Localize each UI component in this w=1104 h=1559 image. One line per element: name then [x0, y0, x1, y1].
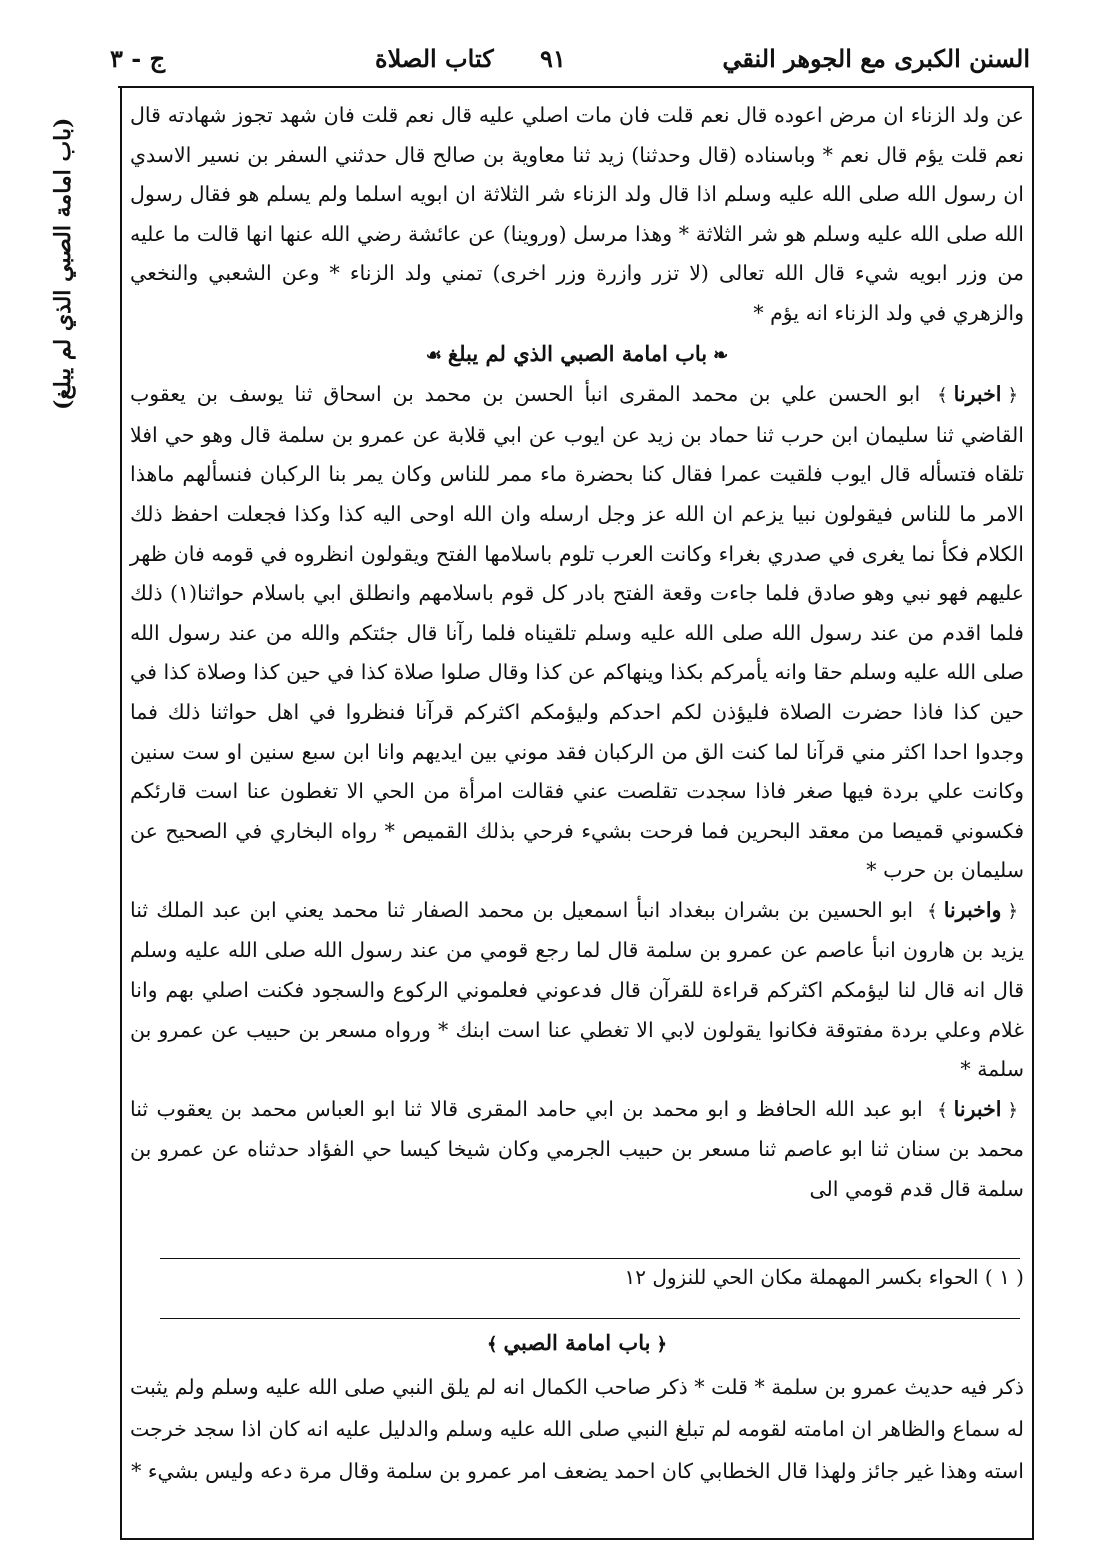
sharh-divider: [160, 1318, 1020, 1319]
bracket-ornament-icon: ﴾: [486, 1334, 498, 1355]
chapter-heading: [130, 334, 1024, 376]
book-title: كتاب الصلاة: [375, 44, 494, 73]
paragraph-4: [130, 1090, 1024, 1210]
bracket-ornament-icon: ﴿: [1007, 385, 1018, 407]
commentary-section: [130, 1322, 1024, 1492]
bracket-ornament-icon: ﴿: [1007, 1099, 1018, 1121]
header-title: السنن الكبرى مع الجوهر النقي: [722, 44, 1030, 73]
narration-lead: اخبرنا: [953, 1096, 1002, 1121]
ornament-icon: ☙: [425, 344, 442, 366]
commentary-heading: [130, 1322, 1024, 1366]
bracket-ornament-icon: ﴾: [937, 385, 948, 407]
ornament-icon: ❧: [713, 344, 729, 366]
paragraph-3: [130, 891, 1024, 1090]
paragraph-4-text: ابو عبد الله الحافظ و ابو محمد بن ابي حامد المقرى قالا ثنا ابو العباس محمد بن يعقوب ثنا محمد بن سنان ثنا ابو عاصم ثنا مسعر بن حبيب الجرمي وكان شيخا كيسا حي الفؤاد حدثناه عن عمرو بن سلمة قال قدم قومي الى: [130, 1096, 1024, 1202]
narration-lead: واخبرنا: [943, 897, 1002, 922]
margin-chapter-title: (باب امامة الصبي الذي لم يبلغ): [50, 117, 76, 410]
footnote-divider: [160, 1258, 1020, 1259]
narration-lead: اخبرنا: [953, 382, 1002, 407]
paragraph-2-text: ابو الحسن علي بن محمد المقرى انبأ الحسن بن محمد بن اسحاق ثنا يوسف بن يعقوب القاضي ثنا سليمان ابن حرب ثنا حماد بن زيد عن ايوب عن ابي قلابة عن عمرو بن سلمة قال وهو حي افلا تلقاه فتسأله قال ايوب فلقيت عمرا فقال كنا بحضرة ماء ممر للناس وكان يمر بنا الركبان فنسألهم ماهذا الامر ما للناس فيقولون نبيا يزعم ان الله عز وجل ارسله وان الله اوحى اليه كذا وكذا فجعلت احفظ ذلك الكلام فكأ نما يغرى في صدري بغراء وكانت العرب تلوم باسلامها الفتح ويقولون انظروه في قومه فان ظهر عليهم فهو نبي وهو صادق فلما جاءت وقعة الفتح بادر كل قوم باسلامهم وانطلق ابي باسلام حواثنا(١) ذلك فلما اقدم من عند رسول الله صلى الله عليه وسلم تلقيناه فلما رآنا قال جئتكم والله من عند رسول الله صلى الله عليه وسلم حقا وانه يأمركم بكذا وينهاكم عن كذا وقال صلوا صلاة كذا في حين كذا وصلاة كذا في حين كذا فاذا حضرت الصلاة فليؤذن لكم احدكم وليؤمكم اكثركم قرآنا فنظروا في اهل حواثنا ذلك فما وجدوا احدا اكثر مني قرآنا لما كنت الق من الركبان فقد موني بين ايديهم وانا ابن سبع سنين او ست سنين وكانت علي بردة فيها صغر فاذا سجدت تقلصت عني فقالت امرأة من الحي الا تغطون عنا است قارئكم فكسوني قميصا من معقد البحرين فما فرحت بشيء فرحي بذلك القميص * رواه البخاري في الصحيح عن سليمان بن حرب *: [130, 382, 1024, 883]
main-text: [130, 96, 1024, 1210]
paragraph-1: عن ولد الزناء ان مرض اعوده قال نعم قلت فان مات اصلي عليه قال نعم قلت فان شهد تجوز شهادته قال نعم قلت يؤم قال نعم * وباسناده (قال وحدثنا) زيد ثنا معاوية بن صالح قال حدثني السفر بن نسير الاسدي ان رسول الله صلى الله عليه وسلم اذا قال ولد الزناء شر الثلاثة ان ابويه اسلما ولم يسلم هو فقال رسول الله صلى الله عليه وسلم هو شر الثلاثة * وهذا مرسل (وروينا) عن عائشة رضي الله عنها انها قالت ما عليه من وزر ابويه شيء قال الله تعالى (لا تزر وازرة وزر اخرى) تمني ولد الزناء * وعن الشعبي والنخعي والزهري في ولد الزناء انه يؤم *: [130, 103, 1024, 325]
bracket-ornament-icon: ﴾: [937, 1099, 948, 1121]
paragraph-3-text: ابو الحسين بن بشران ببغداد انبأ اسمعيل بن محمد الصفار ثنا محمد يعني ابن عبد الملك ثنا يزيد بن هارون انبأ عاصم عن عمرو بن سلمة قال لما رجع قومي من عند رسول الله صلى الله عليه وسلم قال انه قال لنا ليؤمكم اكثركم قراءة للقرآن قال فدعوني فعلموني الركوع والسجود فكنت اصلي بهم وانا غلام وعلي بردة مفتوقة فكانوا يقولون لابي الا تغطي عنا است ابنك * ورواه مسعر بن حبيب عن عمرو بن سلمة *: [130, 897, 1024, 1082]
bracket-ornament-icon: ﴾: [927, 900, 938, 922]
commentary-text: ذكر فيه حديث عمرو بن سلمة * قلت * ذكر صاحب الكمال انه لم يلق النبي صلى الله عليه وسلم ولم يثبت له سماع والظاهر ان امامته لقومه لم تبلغ النبي صلى الله عليه وسلم والدليل عليه انه كان اذا سجد خرجت استه وهذا غير جائز ولهذا قال الخطابي كان احمد يضعف امر عمرو بن سلمة وقال مرة دعه وليس بشيء *: [130, 1375, 1024, 1483]
page-number: ٩١: [540, 44, 566, 73]
chapter-heading-text: باب امامة الصبي الذي لم يبلغ: [447, 340, 708, 366]
footnote: ( ١ ) الحواء بكسر المهملة مكان الحي للنزول ١٢: [624, 1265, 1024, 1289]
page-header: [110, 40, 1030, 90]
bracket-ornament-icon: ﴿: [656, 1334, 667, 1355]
paragraph-2: [130, 375, 1024, 891]
commentary-heading-text: باب امامة الصبي: [503, 1330, 651, 1355]
bracket-ornament-icon: ﴿: [1007, 900, 1018, 922]
volume-number: ج - ٣: [110, 44, 166, 73]
